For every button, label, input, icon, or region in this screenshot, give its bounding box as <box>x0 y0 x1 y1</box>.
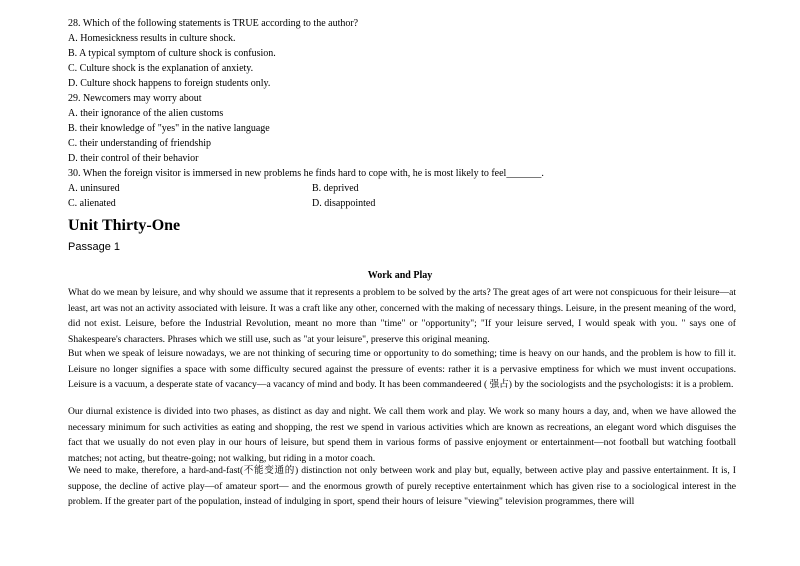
answer-option: D. their control of their behavior <box>68 153 199 164</box>
passage-label: Passage 1 <box>68 241 120 253</box>
answer-option: D. Culture shock happens to foreign students only. <box>68 78 271 89</box>
paragraph: We need to make, therefore, a hard-and-fast(不能变通的) distinction not only between work and play but, equally, between active play and passive entertainment. It is, I suppose, the decline of active play—of amateur sport— and the enormous growth of purely receptive entertainment which has given rise to a sociological interest in the problem. If the greater part of the population, instead of indulging in sport, spend their hours of leisure "viewing" television programmes, there will <box>68 465 736 508</box>
answer-option: C. alienated <box>68 198 116 209</box>
answer-option: A. their ignorance of the alien customs <box>68 108 224 119</box>
passage-title: Work and Play <box>367 270 433 281</box>
answer-option: A. uninsured <box>68 183 120 194</box>
question-stem: 30. When the foreign visitor is immersed in new problems he finds hard to cope with, he is most likely to feel_______. <box>68 168 544 179</box>
answer-option: C. Culture shock is the explanation of anxiety. <box>68 63 254 74</box>
paragraph: What do we mean by leisure, and why should we assume that it represents a problem to be solved by the arts? The great ages of art were not conspicuous for their leisure—at least, art was not an activity associated with leisure. It was a craft like any other, concerned with the making of necessary things. Leisure, in the present meaning of the word, did not exist. Leisure, before the Industrial Revolution, meant no more than "time" or "opportunity"; "If your leisure served, I would speak with you. " says one of Shakespeare's characters. Phrases which we still use, such as "at your leisure", preserve this original meaning. <box>68 287 736 345</box>
question-stem: 29. Newcomers may worry about <box>68 93 202 104</box>
answer-option: D. disappointed <box>312 198 376 209</box>
answer-option: B. deprived <box>312 183 359 194</box>
answer-option: A. Homesickness results in culture shock. <box>68 33 236 44</box>
paragraph: But when we speak of leisure nowadays, we are not thinking of securing time or opportunity to do something; time is heavy on our hands, and the problem is how to fill it. Leisure no longer signifies a space with some difficulty secured against the pressure of events: rather it is a pervasive emptiness for which we must invent occupations. Leisure is a vacuum, a desperate state of vacancy—a vacancy of mind and body. It has been commandeered ( 强占) by the sociologists and the psychologists: it is a problem. <box>68 348 736 391</box>
answer-option-row <box>68 198 376 210</box>
answer-option: B. their knowledge of "yes" in the native language <box>68 123 270 134</box>
paragraph: Our diurnal existence is divided into two phases, as distinct as day and night. We call them work and play. We work so many hours a day, and, when we have allowed the necessary minimum for such activities as eating and shopping, the rest we spend in various activities which are known as recreations, an elegant word which disguises the fact that we usually do not even play in our hours of leisure, but spend them in various forms of passive enjoyment or entertainment—not football but watching football matches; not acting, but theatre-going; not walking, but riding in a motor coach. <box>68 406 736 464</box>
question-stem: 28. Which of the following statements is TRUE according to the author? <box>68 18 359 29</box>
answer-option: C. their understanding of friendship <box>68 138 212 149</box>
answer-option: B. A typical symptom of culture shock is confusion. <box>68 48 276 59</box>
answer-option-row <box>68 183 359 195</box>
unit-title: Unit Thirty-One <box>68 217 181 234</box>
